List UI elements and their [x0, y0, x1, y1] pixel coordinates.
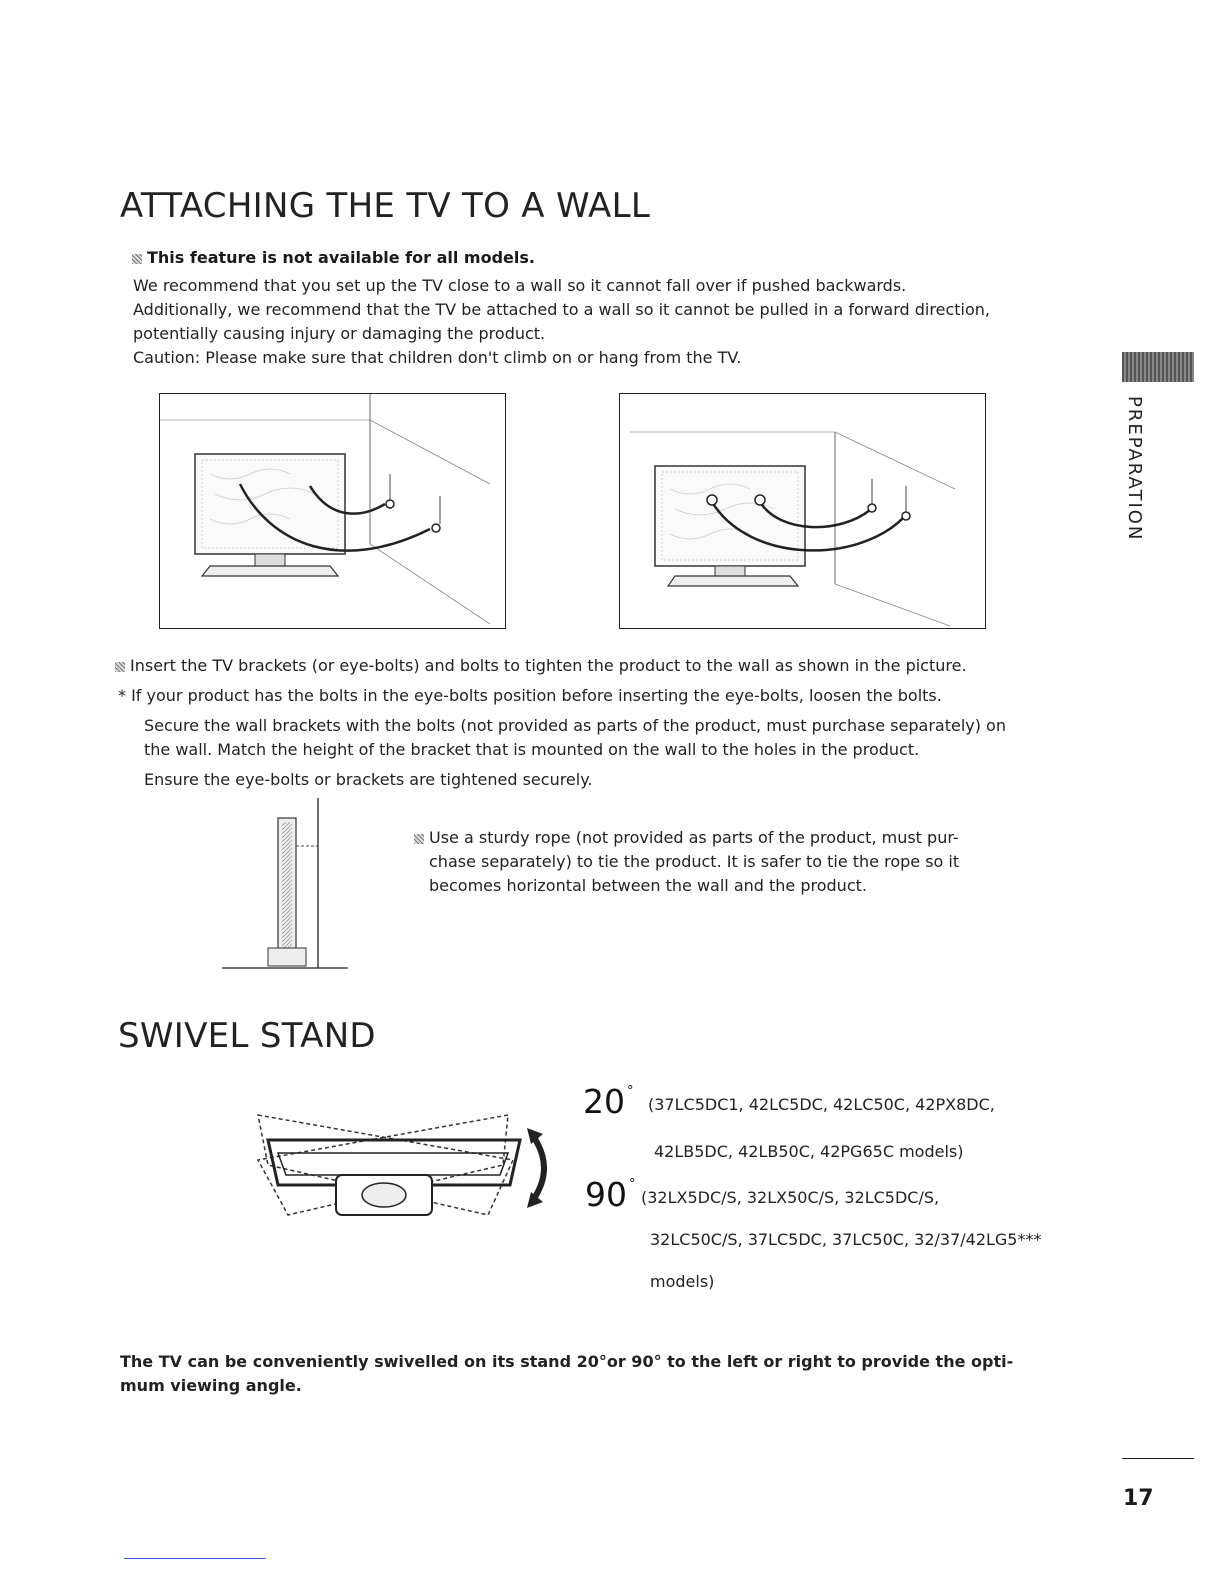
rope-note-line: becomes horizontal between the wall and the product. — [429, 876, 867, 895]
instruction-sub: * If your product has the bolts in the eye-bolts position before inserting the eye-bolts, loosen the bolts. — [118, 686, 942, 705]
intro-line: Additionally, we recommend that the TV be attached to a wall so it cannot be pulled in a forward direction, — [133, 300, 990, 319]
degree-90-models-line3: models) — [650, 1272, 715, 1291]
degree-20-value: 20 ° — [583, 1082, 634, 1121]
swivel-description-line: mum viewing angle. — [120, 1376, 302, 1395]
tv-wall-bracket-illustration-2 — [620, 394, 985, 628]
degree-20-models-line1: (37LC5DC1, 42LC5DC, 42LC50C, 42PX8DC, — [648, 1095, 995, 1114]
availability-note-text: This feature is not available for all models. — [147, 248, 535, 267]
rope-note — [414, 826, 959, 898]
section-title-swivel: SWIVEL STAND — [118, 1016, 376, 1056]
swivel-description-line: The TV can be conveniently swivelled on its stand 20°or 90° to the left or right to provide the opti- — [120, 1352, 1014, 1371]
swivel-arrow-icon — [527, 1128, 557, 1208]
swivel-90-degree-row — [585, 1175, 636, 1214]
instruction-main: Insert the TV brackets (or eye-bolts) and bolts to tighten the product to the wall as shown in the picture. — [115, 654, 1006, 678]
availability-note — [132, 248, 535, 267]
page-number-rule — [1122, 1458, 1194, 1459]
tv-side-view-rope-illustration — [222, 798, 348, 970]
tv-wall-bracket-illustration-1 — [160, 394, 505, 628]
link-rule — [124, 1558, 266, 1559]
rope-note-line: chase separately) to tie the product. It is safer to tie the rope so it — [429, 852, 960, 871]
instruction-sub: Ensure the eye-bolts or brackets are tightened securely. — [144, 770, 593, 789]
degree-90-models-line2: 32LC50C/S, 37LC5DC, 37LC50C, 32/37/42LG5*** — [650, 1230, 1042, 1249]
bullet-square-icon — [132, 254, 142, 264]
degree-90-value: 90 ° — [585, 1175, 636, 1214]
figure-bracket-attachment-1 — [159, 393, 506, 629]
degree-90-models-line1: (32LX5DC/S, 32LX50C/S, 32LC5DC/S, — [641, 1188, 940, 1207]
swivel-20-degree-row — [583, 1082, 634, 1121]
intro-paragraph — [133, 274, 990, 370]
swivel-stand-illustration — [248, 1105, 558, 1225]
bullet-square-icon — [414, 834, 424, 844]
degree-20-models-line2: 42LB5DC, 42LB50C, 42PG65C models) — [654, 1142, 964, 1161]
instructions-block — [115, 654, 1006, 792]
page-number: 17 — [1123, 1486, 1154, 1511]
rope-note-line: Use a sturdy rope (not provided as parts of the product, must pur- — [414, 826, 959, 850]
instruction-sub: Secure the wall brackets with the bolts (not provided as parts of the product, must purchase separately) on — [144, 716, 1006, 735]
intro-line: We recommend that you set up the TV close to a wall so it cannot fall over if pushed backwards. — [133, 276, 907, 295]
figure-bracket-attachment-2 — [619, 393, 986, 629]
side-tab-label: PREPARATION — [1124, 396, 1145, 542]
intro-line: Caution: Please make sure that children don't climb on or hang from the TV. — [133, 348, 742, 367]
bullet-square-icon — [115, 662, 125, 672]
section-title-attaching: ATTACHING THE TV TO A WALL — [120, 186, 651, 226]
intro-line: potentially causing injury or damaging the product. — [133, 324, 546, 343]
side-tab-marker — [1122, 352, 1194, 382]
instruction-sub: the wall. Match the height of the bracket that is mounted on the wall to the holes in the product. — [144, 740, 920, 759]
swivel-description — [120, 1350, 1013, 1398]
